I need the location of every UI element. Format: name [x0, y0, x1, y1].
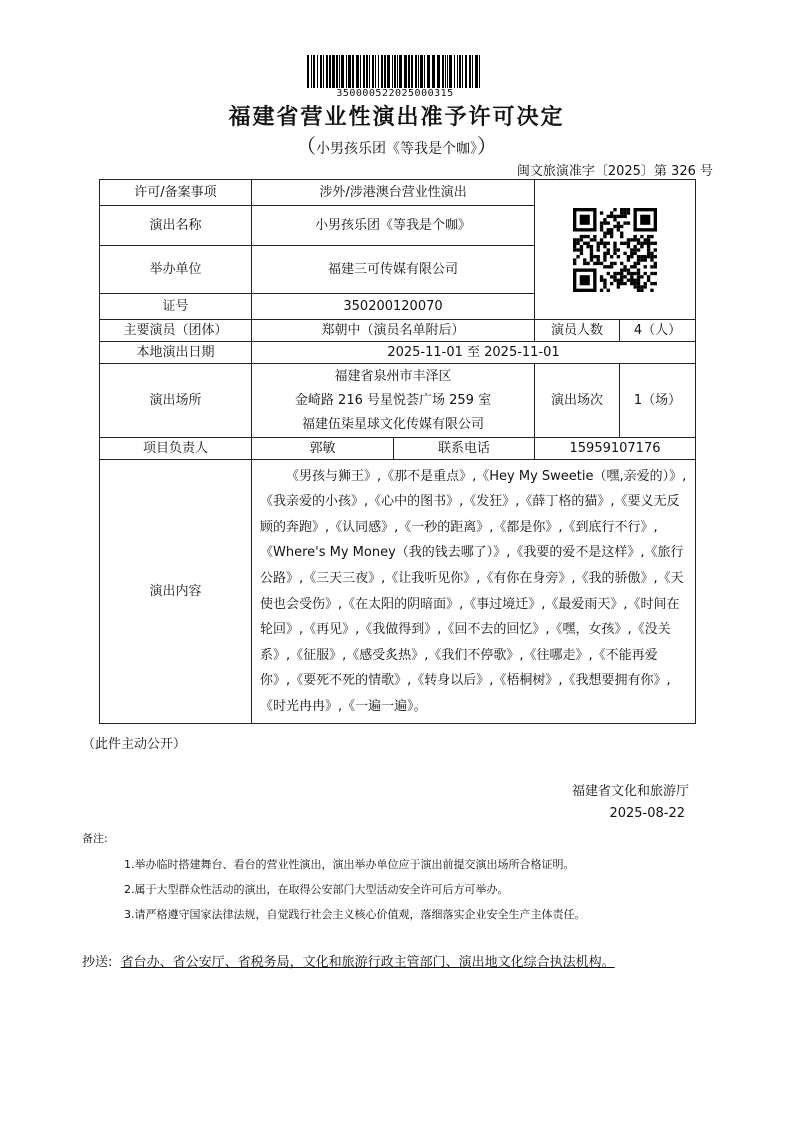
license-no-value: 350200120070 — [252, 294, 535, 320]
permit-table — [99, 179, 696, 724]
manager-label: 项目负责人 — [100, 438, 252, 460]
note-item: 2.属于大型群众性活动的演出，在取得公安部门大型活动安全许可后方可举办。 — [124, 883, 509, 896]
notes-title: 备注: — [82, 832, 108, 845]
venue-value — [252, 364, 535, 438]
public-note: （此件主动公开） — [82, 737, 187, 752]
barcode-number: 350000522025000315 — [336, 88, 454, 99]
venue-label: 演出场所 — [100, 364, 252, 438]
table-row — [100, 320, 696, 342]
organizer-value: 福建三可传媒有限公司 — [252, 246, 535, 294]
manager-value: 郭敏 — [252, 438, 394, 460]
venue-line: 福建省泉州市丰泽区 — [334, 368, 452, 384]
phone-value: 15959107176 — [535, 438, 696, 460]
program-content: 《男孩与狮王》,《那不是重点》,《Hey My Sweetie（嘿,亲爱的）》,《我亲爱的小孩》,《心中的图书》,《发狂》,《薛丁格的猫》,《要义无反顾的奔跑》,《认同感》,《一秒的距离》,《都是你》,《到底行不行》,《Where's My Money（我的钱去哪了）》,《我要的爱不是这样》,《旅行公路》,《三天三夜》,《让我听见你》,《有你在身旁》,《我的骄傲》,《天使也会受伤》,《在太阳的阴暗面》,《事过境迁》,《最爱雨天》,《时间在轮回》,《再见》,《我做得到》,《回不去的回忆》,《嘿，女孩》,《没关系》,《征服》,《感受炙热》,《我们不停歌》,《往哪走》,《不能再爱你》,《要死不死的情歌》,《转身以后》,《梧桐树》,《我想要拥有你》,《时光冉冉》,《一遍一遍》。 — [252, 460, 696, 724]
table-row — [100, 342, 696, 364]
cc-recipients: 省台办、省公安厅、省税务局，文化和旅游行政主管部门、演出地文化综合执法机构。 — [120, 955, 615, 970]
license-no-label: 证号 — [100, 294, 252, 320]
page-subtitle: （小男孩乐团《等我是个咖》） — [296, 134, 497, 158]
organizer-label: 举办单位 — [100, 246, 252, 294]
performer-count-value: 4（人） — [620, 320, 696, 342]
main-performer-value: 郑朝中（演员名单附后） — [252, 320, 535, 342]
performer-count-label: 演员人数 — [535, 320, 620, 342]
table-row — [100, 460, 696, 724]
permit-item-value: 涉外/涉港澳台营业性演出 — [252, 180, 535, 206]
issuer: 福建省文化和旅游厅 — [571, 784, 689, 799]
cc-label: 抄送: — [82, 955, 113, 970]
issue-date: 2025-08-22 — [609, 806, 685, 821]
page-title: 福建省营业性演出准予许可决定 — [228, 105, 565, 130]
document-number: 闽文旅演准字〔2025〕第 326 号 — [516, 164, 713, 179]
table-row — [100, 180, 696, 206]
permit-item-label: 许可/备案事项 — [100, 180, 252, 206]
qr-code — [573, 208, 657, 292]
note-item: 1.举办临时搭建舞台、看台的营业性演出，演出举办单位应于演出前提交演出场所合格证明。 — [124, 858, 575, 871]
show-count-value: 1（场） — [620, 364, 696, 438]
venue-line: 金崎路 216 号星悦荟广场 259 室 — [294, 392, 492, 408]
show-date-value: 2025-11-01 至 2025-11-01 — [252, 342, 696, 364]
program-label: 演出内容 — [100, 460, 252, 724]
show-name-label: 演出名称 — [100, 206, 252, 246]
venue-line: 福建伍柒星球文化传媒有限公司 — [302, 416, 485, 432]
barcode — [305, 55, 485, 88]
subtitle-text: 小男孩乐团《等我是个咖》 — [316, 141, 477, 157]
carbon-copy — [82, 950, 712, 976]
show-count-label: 演出场次 — [535, 364, 620, 438]
show-date-label: 本地演出日期 — [100, 342, 252, 364]
qr-cell — [535, 180, 696, 320]
table-row — [100, 438, 696, 460]
phone-label: 联系电话 — [394, 438, 535, 460]
main-performer-label: 主要演员（团体） — [100, 320, 252, 342]
table-row — [100, 364, 696, 438]
show-name-value: 小男孩乐团《等我是个咖》 — [252, 206, 535, 246]
note-item: 3.请严格遵守国家法律法规，自觉践行社会主义核心价值观，落细落实企业安全生产主体责任。 — [124, 908, 586, 921]
